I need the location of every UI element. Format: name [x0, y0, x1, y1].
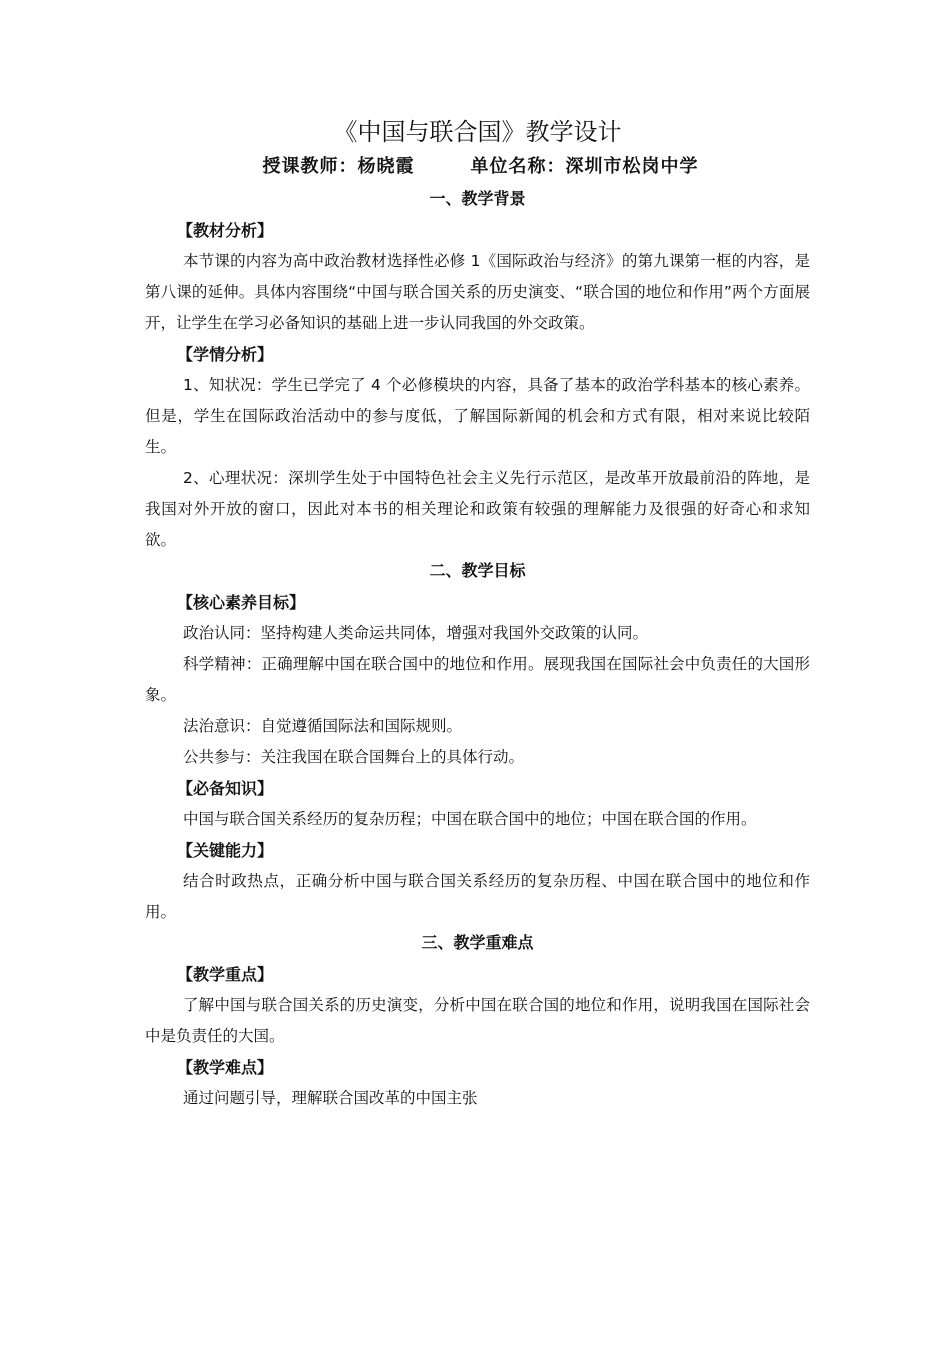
paragraph-scientific-spirit: 科学精神：正确理解中国在联合国中的地位和作用。展现我国在国际社会中负责任的大国形象。 [145, 655, 810, 704]
paragraph-rule-of-law: 法治意识：自觉遵循国际法和国际规则。 [183, 717, 463, 735]
subheading-teaching-focus: 【教学重点】 [177, 965, 274, 984]
subheading-key-abilities: 【关键能力】 [177, 841, 274, 860]
paragraph-essential-knowledge: 中国与联合国关系经历的复杂历程；中国在联合国中的地位；中国在联合国的作用。 [183, 810, 757, 828]
subheading-material-analysis: 【教材分析】 [177, 221, 274, 240]
document-content [145, 114, 810, 1114]
section-heading-objectives: 二、教学目标 [429, 561, 526, 580]
teacher-name: 授课教师：杨晓霞 [262, 156, 415, 177]
section-heading-key-difficult: 三、教学重难点 [421, 933, 534, 952]
subheading-teaching-difficulty: 【教学难点】 [177, 1058, 274, 1077]
paragraph-student-knowledge: 1、知状况：学生已学完了 4 个必修模块的内容，具备了基本的政治学科基本的核心素养。但是，学生在国际政治活动中的参与度低，了解国际新闻的机会和方式有限，相对来说比较陌生。 [145, 376, 810, 456]
school-name: 单位名称：深圳市松岗中学 [470, 156, 699, 177]
byline [145, 150, 810, 184]
paragraph-political-identity: 政治认同：坚持构建人类命运共同体，增强对我国外交政策的认同。 [183, 624, 649, 642]
paragraph-public-participation: 公共参与：关注我国在联合国舞台上的具体行动。 [183, 748, 525, 766]
section-heading-background: 一、教学背景 [429, 189, 526, 208]
paragraph-key-abilities: 结合时政热点，正确分析中国与联合国关系经历的复杂历程、中国在联合国中的地位和作用。 [145, 872, 810, 921]
subheading-student-analysis: 【学情分析】 [177, 345, 274, 364]
paragraph-material-analysis: 本节课的内容为高中政治教材选择性必修 1《国际政治与经济》的第九课第一框的内容，是第八课的延伸。具体内容围绕“中国与联合国关系的历史演变、“联合国的地位和作用”两个方面展开，让学生在学习必备知识的基础上进一步认同我国的外交政策。 [145, 252, 810, 332]
subheading-core-literacy: 【核心素养目标】 [177, 593, 306, 612]
paragraph-teaching-difficulty: 通过问题引导，理解联合国改革的中国主张 [183, 1089, 478, 1107]
subheading-essential-knowledge: 【必备知识】 [177, 779, 274, 798]
paragraph-teaching-focus: 了解中国与联合国关系的历史演变，分析中国在联合国的地位和作用，说明我国在国际社会中是负责任的大国。 [145, 996, 810, 1045]
document-title: 《中国与联合国》教学设计 [333, 118, 622, 146]
paragraph-student-psychology: 2、心理状况：深圳学生处于中国特色社会主义先行示范区，是改革开放最前沿的阵地，是我国对外开放的窗口，因此对本书的相关理论和政策有较强的理解能力及很强的好奇心和求知欲。 [145, 469, 810, 549]
